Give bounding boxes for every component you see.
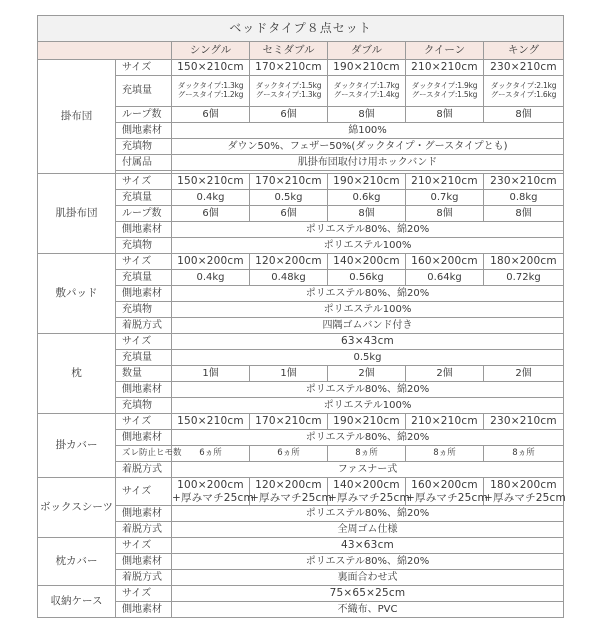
page-title: ベッドタイプ８点セット <box>38 16 564 42</box>
size-cell: 150×210cm <box>172 60 250 76</box>
attr-label: 側地素材 <box>116 602 172 618</box>
loop-cell: 6個 <box>172 107 250 123</box>
size-cell: 210×210cm <box>406 60 484 76</box>
cover-size-row <box>38 414 564 430</box>
size-cell: 190×210cm <box>328 60 406 76</box>
size-cell <box>406 478 488 506</box>
size-header-semidouble: セミダブル <box>250 42 328 60</box>
size-value: 75×65×25cm <box>172 586 564 602</box>
attach-value: 四隅ゴムバンド付き <box>172 318 564 334</box>
attach-value: 裏面合わせ式 <box>172 570 564 586</box>
fill-cell <box>406 76 484 107</box>
gusset-text: +厚みマチ25cm <box>172 491 254 504</box>
size-text: 160×200cm <box>411 479 478 492</box>
size-cell: 120×200cm <box>250 254 328 270</box>
gusset-text: +厚みマチ25cm <box>328 491 410 504</box>
size-value: 43×63cm <box>172 538 564 554</box>
category-cover: 掛カバー <box>38 414 116 478</box>
tie-cell: 8ヵ所 <box>484 446 564 462</box>
hadakake-fill-row <box>38 190 564 206</box>
side-value: ポリエステル80%、綿20% <box>172 222 564 238</box>
size-cell: 100×200cm <box>172 254 250 270</box>
accessory-value: 肌掛布団取付け用ホックバンド <box>172 155 564 171</box>
category-hadakake: 肌掛布団 <box>38 174 116 254</box>
size-header-single: シングル <box>172 42 250 60</box>
tie-cell: 8ヵ所 <box>328 446 406 462</box>
side-value: 綿100% <box>172 123 564 139</box>
fill-goose: グースタイプ:1.2kg <box>177 90 244 99</box>
attr-label: 着脱方式 <box>116 462 172 478</box>
attr-label: 充填物 <box>116 302 172 318</box>
loop-cell: 8個 <box>484 107 564 123</box>
fill-cell: 0.72kg <box>484 270 564 286</box>
pillowcase-size-row <box>38 538 564 554</box>
attr-label: ループ数 <box>116 107 172 123</box>
pad-fill-row <box>38 270 564 286</box>
size-header-king: キング <box>484 42 564 60</box>
hadakake-side-row <box>38 222 564 238</box>
side-value: 不織布、PVC <box>172 602 564 618</box>
gusset-text: +厚みマチ25cm <box>484 491 566 504</box>
qty-cell: 1個 <box>172 366 250 382</box>
side-value: ポリエステル80%、綿20% <box>172 382 564 398</box>
size-cell: 210×210cm <box>406 414 484 430</box>
loop-cell: 8個 <box>406 206 484 222</box>
filling-value: ポリエステル100% <box>172 302 564 318</box>
fill-cell <box>484 76 564 107</box>
attr-label: 側地素材 <box>116 506 172 522</box>
box-size-row <box>38 478 564 506</box>
fill-duck: ダックタイプ:1.3kg <box>177 81 244 91</box>
size-cell: 210×210cm <box>406 174 484 190</box>
tie-cell: 8ヵ所 <box>406 446 484 462</box>
loop-cell: 8個 <box>406 107 484 123</box>
size-cell: 190×210cm <box>328 414 406 430</box>
gusset-text: +厚みマチ25cm <box>406 491 488 504</box>
attr-label: 充填量 <box>116 190 172 206</box>
size-text: 120×200cm <box>255 479 322 492</box>
fill-goose: グースタイプ:1.3kg <box>255 90 322 99</box>
size-cell <box>328 478 410 506</box>
cover-side-row <box>38 430 564 446</box>
fill-cell: 0.6kg <box>328 190 406 206</box>
pillow-fill-row <box>38 350 564 366</box>
fill-duck: ダックタイプ:1.9kg <box>411 81 478 91</box>
category-pillow: 枕 <box>38 334 116 414</box>
attr-label: サイズ <box>116 586 172 602</box>
tie-cell: 6ヵ所 <box>172 446 250 462</box>
loop-cell: 8個 <box>328 206 406 222</box>
fill-cell: 0.7kg <box>406 190 484 206</box>
fill-value: 0.5kg <box>172 350 564 366</box>
attach-value: ファスナー式 <box>172 462 564 478</box>
fill-cell: 0.5kg <box>250 190 328 206</box>
storage-size-row <box>38 586 564 602</box>
box-attach-row <box>38 522 564 538</box>
fill-goose: グースタイプ:1.4kg <box>333 90 400 99</box>
fill-goose: グースタイプ:1.5kg <box>411 90 478 99</box>
qty-cell: 1個 <box>250 366 328 382</box>
size-cell: 170×210cm <box>250 174 328 190</box>
size-text: 180×200cm <box>490 479 557 492</box>
attr-label: 側地素材 <box>116 554 172 570</box>
kakefuton-fill-row <box>38 76 564 107</box>
box-side-row <box>38 506 564 522</box>
hadakake-loop-row <box>38 206 564 222</box>
tie-cell: 6ヵ所 <box>250 446 328 462</box>
size-cell: 230×210cm <box>484 174 564 190</box>
size-cell: 170×210cm <box>250 60 328 76</box>
attr-label: サイズ <box>116 254 172 270</box>
kakefuton-size-row <box>38 60 564 76</box>
attr-label: 側地素材 <box>116 430 172 446</box>
size-value: 63×43cm <box>172 334 564 350</box>
attr-label: 充填量 <box>116 76 172 107</box>
qty-cell: 2個 <box>406 366 484 382</box>
kakefuton-side-row <box>38 123 564 139</box>
qty-cell: 2個 <box>328 366 406 382</box>
size-cell: 160×200cm <box>406 254 484 270</box>
attr-label: サイズ <box>116 478 172 506</box>
fill-duck: ダックタイプ:2.1kg <box>490 81 557 91</box>
pillow-size-row <box>38 334 564 350</box>
attr-label: サイズ <box>116 334 172 350</box>
fill-cell <box>328 76 406 107</box>
size-cell: 190×210cm <box>328 174 406 190</box>
pad-size-row <box>38 254 564 270</box>
size-cell: 230×210cm <box>484 60 564 76</box>
pillowcase-side-row <box>38 554 564 570</box>
attr-label: 充填量 <box>116 270 172 286</box>
size-cell: 140×200cm <box>328 254 406 270</box>
size-cell <box>484 478 564 506</box>
attr-label: サイズ <box>116 538 172 554</box>
attr-label: 着脱方式 <box>116 318 172 334</box>
pad-attach-row <box>38 318 564 334</box>
attr-label: 充填物 <box>116 238 172 254</box>
attr-label: 充填物 <box>116 398 172 414</box>
size-text: 100×200cm <box>177 479 244 492</box>
attr-label: 側地素材 <box>116 222 172 238</box>
pillow-filling-row <box>38 398 564 414</box>
hadakake-filling-row <box>38 238 564 254</box>
size-cell: 150×210cm <box>172 414 250 430</box>
fill-goose: グースタイプ:1.6kg <box>490 90 557 99</box>
attr-label: サイズ <box>116 174 172 190</box>
fill-cell <box>250 76 328 107</box>
attr-label: 側地素材 <box>116 123 172 139</box>
fill-cell: 0.56kg <box>328 270 406 286</box>
loop-cell: 6個 <box>172 206 250 222</box>
kakefuton-accessory-row <box>38 155 564 171</box>
fill-cell: 0.48kg <box>250 270 328 286</box>
pillow-side-row <box>38 382 564 398</box>
title-row <box>38 16 564 42</box>
loop-cell: 6個 <box>250 206 328 222</box>
fill-duck: ダックタイプ:1.5kg <box>255 81 322 91</box>
gusset-text: +厚みマチ25cm <box>250 491 332 504</box>
size-header-row <box>38 42 564 60</box>
side-value: ポリエステル80%、綿20% <box>172 430 564 446</box>
attr-label: ループ数 <box>116 206 172 222</box>
size-cell: 170×210cm <box>250 414 328 430</box>
cover-attach-row <box>38 462 564 478</box>
category-storage: 収納ケース <box>38 586 116 618</box>
qty-cell: 2個 <box>484 366 564 382</box>
storage-side-row <box>38 602 564 618</box>
hadakake-size-row <box>38 174 564 190</box>
attr-label: ズレ防止ヒモ数 <box>116 446 172 462</box>
fill-duck: ダックタイプ:1.7kg <box>333 81 400 91</box>
filling-value: ポリエステル100% <box>172 238 564 254</box>
attr-label: 着脱方式 <box>116 522 172 538</box>
loop-cell: 6個 <box>250 107 328 123</box>
loop-cell: 8個 <box>328 107 406 123</box>
size-cell <box>172 478 254 506</box>
category-pillowcase: 枕カバー <box>38 538 116 586</box>
fill-cell: 0.4kg <box>172 190 250 206</box>
kakefuton-filling-row <box>38 139 564 155</box>
attr-label: サイズ <box>116 60 172 76</box>
size-cell: 180×200cm <box>484 254 564 270</box>
attr-label: 側地素材 <box>116 382 172 398</box>
category-kakefuton: 掛布団 <box>38 60 116 174</box>
size-cell <box>250 478 332 506</box>
side-value: ポリエステル80%、綿20% <box>172 554 564 570</box>
size-text: 140×200cm <box>333 479 400 492</box>
size-cell: 230×210cm <box>484 414 564 430</box>
side-value: ポリエステル80%、綿20% <box>172 286 564 302</box>
fill-cell: 0.4kg <box>172 270 250 286</box>
filling-value: ダウン50%、フェザー50%(ダックタイプ・グースタイプとも) <box>172 139 564 155</box>
spec-table <box>37 15 564 618</box>
filling-value: ポリエステル100% <box>172 398 564 414</box>
side-value: ポリエステル80%、綿20% <box>172 506 564 522</box>
fill-cell <box>172 76 250 107</box>
size-header-double: ダブル <box>328 42 406 60</box>
pad-filling-row <box>38 302 564 318</box>
spec-table-container <box>37 15 566 618</box>
size-header-queen: クイーン <box>406 42 484 60</box>
pillowcase-attach-row <box>38 570 564 586</box>
header-blank <box>38 42 172 60</box>
pillow-qty-row <box>38 366 564 382</box>
size-cell: 150×210cm <box>172 174 250 190</box>
attr-label: 付属品 <box>116 155 172 171</box>
attach-value: 全周ゴム仕様 <box>172 522 564 538</box>
attr-label: 充填量 <box>116 350 172 366</box>
attr-label: 数量 <box>116 366 172 382</box>
attr-label: 充填物 <box>116 139 172 155</box>
attr-label: 着脱方式 <box>116 570 172 586</box>
fill-cell: 0.8kg <box>484 190 564 206</box>
attr-label: 側地素材 <box>116 286 172 302</box>
cover-tie-row <box>38 446 564 462</box>
category-pad: 敷パッド <box>38 254 116 334</box>
loop-cell: 8個 <box>484 206 564 222</box>
pad-side-row <box>38 286 564 302</box>
kakefuton-loop-row <box>38 107 564 123</box>
attr-label: サイズ <box>116 414 172 430</box>
fill-cell: 0.64kg <box>406 270 484 286</box>
category-box-sheet: ボックスシーツ <box>38 478 116 538</box>
